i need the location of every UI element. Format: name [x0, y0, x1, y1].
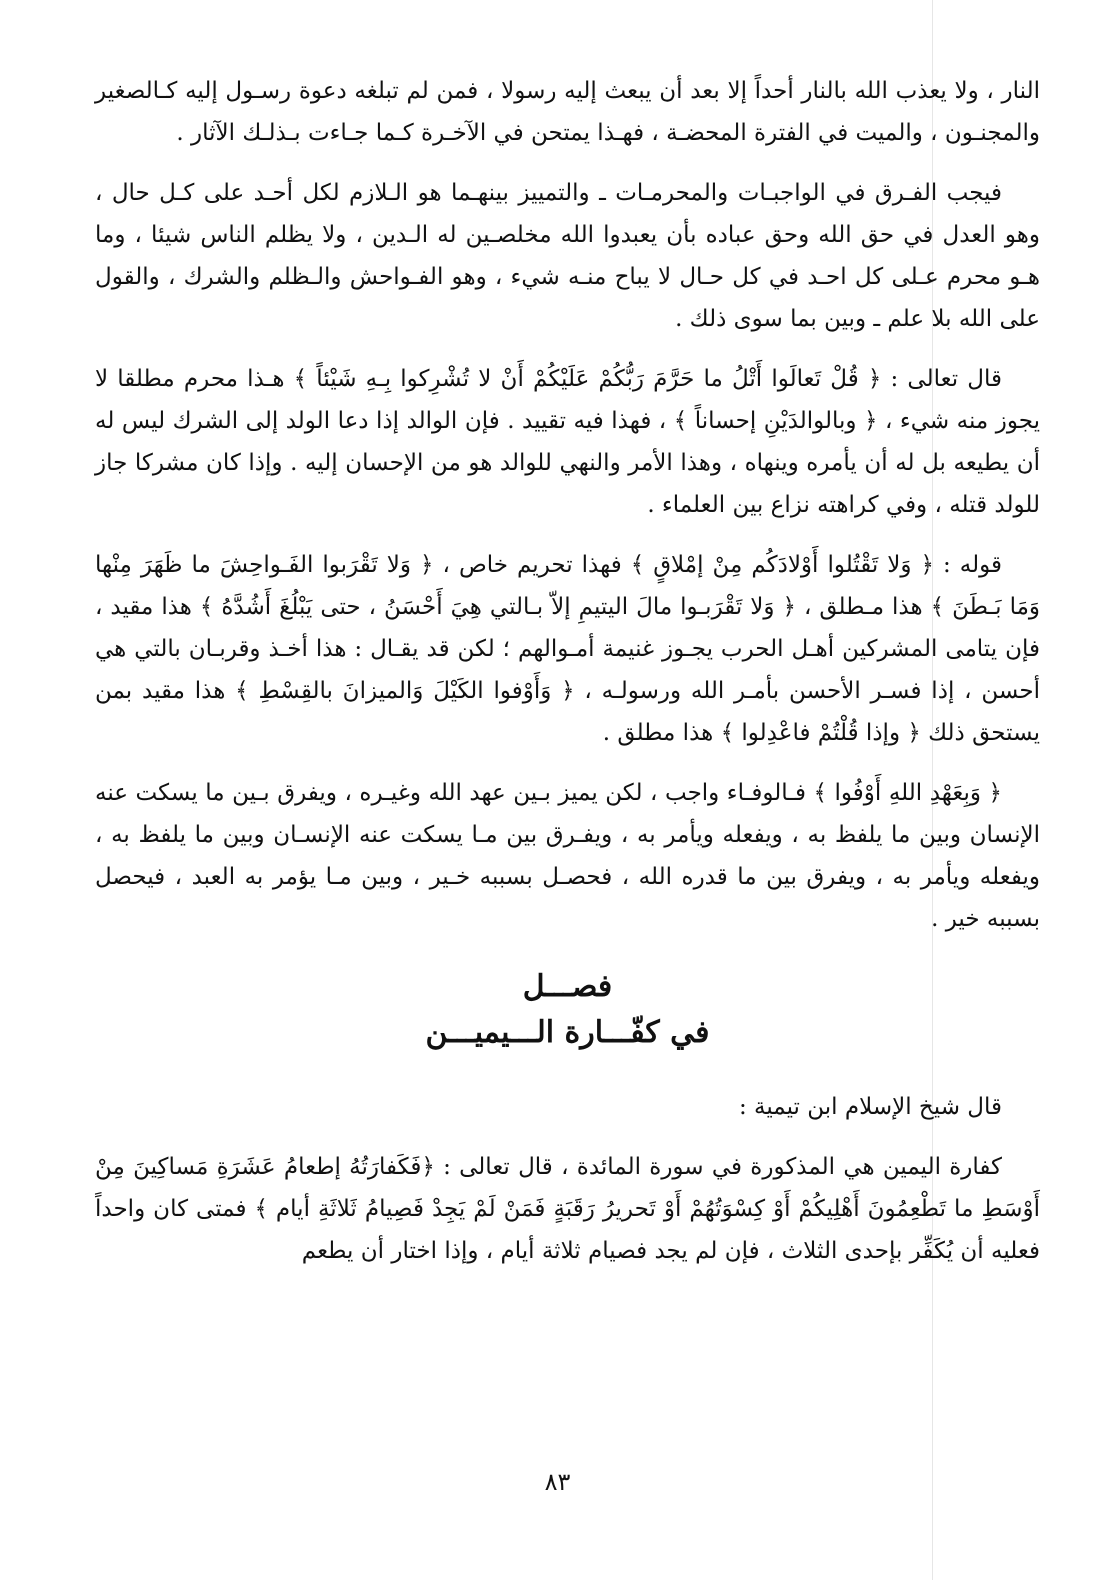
page-body: [95, 70, 1040, 1290]
paragraph-6: قال شيخ الإسلام ابن تيمية :: [738, 1094, 1002, 1120]
chapter-heading: فصـــل: [522, 969, 613, 1004]
paragraph-1: النار ، ولا يعذب الله بالنار أحداً إلا بعد أن يبعث إليه رسولا ، فمن لم تبلغه دعوة رسـول إليه كـالصغير والمجنـون ، والميت في الفترة المحضـة ، فهـذا يمتحن في الآخـرة كـما جـاءت بـذلـك الآثار .: [95, 78, 1040, 146]
page-number: ٨٣: [544, 1468, 571, 1496]
paragraph-4: قوله : ﴿ وَلا تَقْتُلوا أَوْلادَكُم مِنْ إمْلاقٍ ﴾ فهذا تحريم خاص ، ﴿ وَلا تَقْرَبوا الفَـواحِشَ ما ظَهَرَ مِنْها وَمَا بَـطَنَ ﴾ هذا مـطلق ، ﴿ وَلا تَقْرَبـوا مالَ اليتيمِ إلاّ بـالتي هِيَ أَحْسَنُ ، حتى يَبْلُغَ أَشُدَّهُ ﴾ هذا مقيد ، فإن يتامى المشركين أهـل الحرب يجـوز غنيمة أمـوالهم ؛ لكن قد يقـال : هذا أخـذ وقربـان بالتي هي أحسن ، إذا فسـر الأحسن بأمـر الله ورسولـه ، ﴿ وَأَوْفوا الكَيْلَ وَالميزانَ بالقِسْطِ ﴾ هذا مقيد بمن يستحق ذلك ﴿ وإذا قُلْتُمْ فاعْدِلوا ﴾ هذا مطلق .: [95, 552, 1040, 746]
paragraph-7: كفارة اليمين هي المذكورة في سورة المائدة ، قال تعالى : ﴿فَكَفارَتُهُ إطعامُ عَشَرَةِ مَساكِينَ مِنْ أَوْسَطِ ما تَطْعِمُونَ أَهْلِيكُمْ أَوْ كِسْوَتُهُمْ أَوْ تَحريرُ رَقَبَةٍ فَمَنْ لَمْ يَجِدْ فَصِيامُ ثَلاثَةِ أيام ﴾ فمتى كان واحداً فعليه أن يُكَفِّر بإحدى الثلاث ، فإن لم يجد فصيام ثلاثة أيام ، وإذا اختار أن يطعم: [95, 1154, 1040, 1264]
section-heading: في كفّـــارة الـــيميـــن: [425, 1015, 710, 1050]
paragraph-5: ﴿ وَبِعَهْدِ اللهِ أَوْفُوا ﴾ فـالوفـاء واجب ، لكن يميز بـين عهد الله وغيـره ، ويفرق بـين ما يسكت عنه الإنسان وبين ما يلفظ به ، ويفعله ويأمر به ، ويفـرق بين مـا يسكت عنه الإنسـان وبين ما يلفظ به ، ويفعله ويأمر به ، ويفرق بين ما قدره الله ، فحصـل بسببه خـير ، وبين مـا يؤمر به العبد ، فيحصل بسببه خير .: [95, 780, 1040, 932]
paragraph-2: فيجب الفـرق في الواجبـات والمحرمـات ـ والتمييز بينهـما هو الـلازم لكل أحـد على كـل حال ، وهو العدل في حق الله وحق عباده بأن يعبدوا الله مخلصـين له الـدين ، ولا يظلم الناس شيئا ، وما هـو محرم عـلى كل احـد في كل حـال لا يباح منـه شيء ، وهو الفـواحش والـظلم والشرك ، والقول على الله بلا علم ـ وبين بما سوى ذلك .: [95, 180, 1040, 332]
paragraph-3: قال تعالى : ﴿ قُلْ تَعالَوا أَتْلُ ما حَرَّمَ رَبُّكُمْ عَلَيْكُمْ أَنْ لا تُشْرِكوا بِـهِ شَيْئاً ﴾ هـذا محرم مطلقا لا يجوز منه شيء ، ﴿ وبالوالدَيْنِ إحساناً ﴾ ، فهذا فيه تقييد . فإن الوالد إذا دعا الولد إلى الشرك ليس له أن يطيعه بل له أن يأمره وينهاه ، وهذا الأمر والنهي للوالد هو من الإحسان إليه . وإذا كان مشركا جاز للولد قتله ، وفي كراهته نزاع بين العلماء .: [95, 366, 1040, 518]
